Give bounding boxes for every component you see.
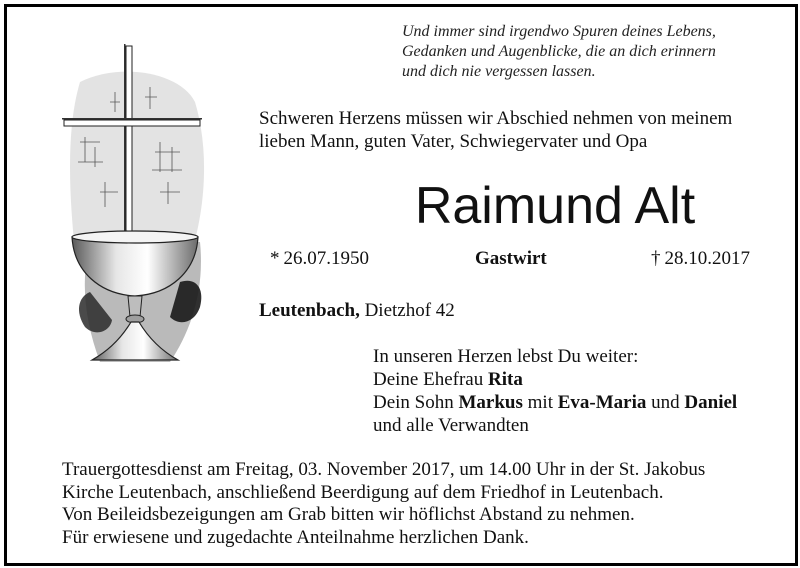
- death-date-value: 28.10.2017: [664, 248, 750, 269]
- death-date: [651, 248, 750, 270]
- quote-line: Und immer sind irgendwo Spuren deines Lebens,: [402, 23, 716, 40]
- intro-line: lieben Mann, guten Vater, Schwiegervater und Opa: [259, 131, 648, 152]
- partner-name: Eva-Maria: [557, 392, 647, 413]
- mourners-list: [373, 345, 737, 437]
- cross-and-chalice-icon: [60, 42, 210, 372]
- quote-line: und dich nie vergessen lassen.: [402, 63, 596, 80]
- intro-line: Schweren Herzens müssen wir Abschied nehmen von meinem: [259, 108, 733, 129]
- mourner-prefix: Dein Sohn: [373, 392, 459, 413]
- intro-text: [259, 107, 789, 153]
- mourner-connector: und: [646, 392, 685, 413]
- death-cross-icon: †: [651, 248, 661, 269]
- service-line: Trauergottesdienst am Freitag, 03. November 2017, um 14.00 Uhr in der St. Jakobus: [62, 459, 706, 480]
- son-name: Markus: [458, 392, 523, 413]
- mourner-relatives: und alle Verwandten: [373, 415, 529, 436]
- address-town: Leutenbach,: [259, 300, 360, 321]
- address-street: Dietzhof 42: [359, 300, 455, 321]
- service-details: [62, 459, 705, 549]
- mourners-intro: In unseren Herzen lebst Du weiter:: [373, 346, 639, 367]
- birth-date: [270, 248, 369, 270]
- grandchild-name: Daniel: [684, 392, 738, 413]
- memorial-quote: [402, 22, 787, 82]
- service-line: Von Beileidsbezeigungen am Grab bitten wir höflichst Abstand zu nehmen.: [62, 504, 635, 525]
- mourner-wife: [373, 368, 737, 391]
- mourner-connector: mit: [522, 392, 558, 413]
- quote-line: Gedanken und Augenblicke, die an dich erinnern: [402, 43, 716, 60]
- address: [259, 300, 455, 322]
- wife-name: Rita: [488, 369, 523, 390]
- service-line: Für erwiesene und zugedachte Anteilnahme herzlichen Dank.: [62, 526, 529, 548]
- occupation: Gastwirt: [475, 248, 547, 269]
- mourner-prefix: Deine Ehefrau: [373, 369, 488, 390]
- service-line: Kirche Leutenbach, anschließend Beerdigung auf dem Friedhof in Leutenbach.: [62, 481, 664, 503]
- birth-date-value: 26.07.1950: [283, 248, 369, 269]
- deceased-name: Raimund Alt: [414, 177, 696, 235]
- birth-star-icon: *: [270, 248, 280, 269]
- mourner-son: [373, 391, 737, 414]
